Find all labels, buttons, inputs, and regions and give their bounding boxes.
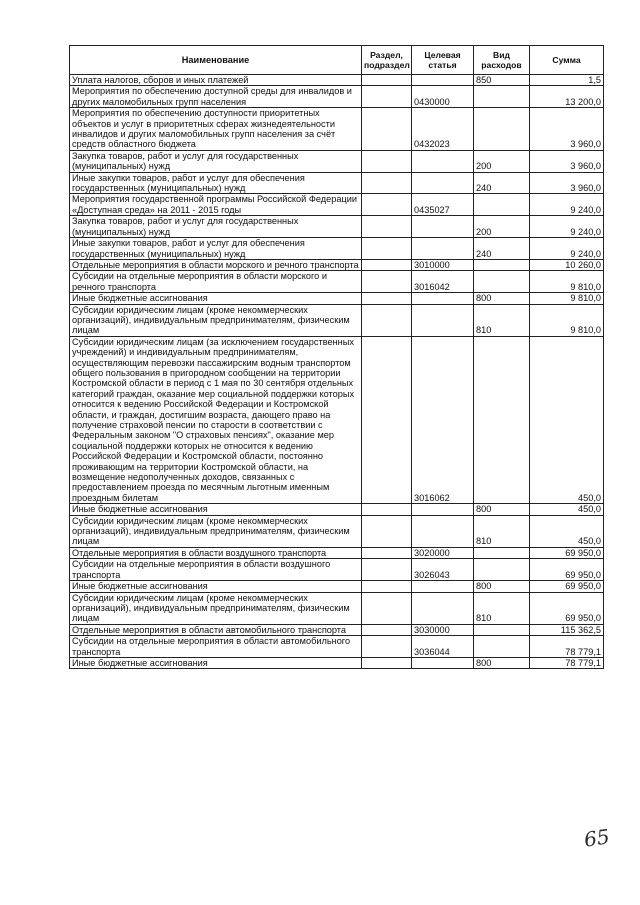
cell-article [412,172,474,194]
cell-sum: 9 240,0 [530,238,604,260]
cell-section [362,624,412,635]
cell-section [362,75,412,86]
cell-article: 0430000 [412,86,474,108]
cell-article [412,238,474,260]
table-row [70,304,604,336]
cell-sum: 9 810,0 [530,271,604,293]
cell-sum: 69 950,0 [530,559,604,581]
cell-name: Отдельные мероприятия в области воздушного транспорта [70,547,362,558]
cell-sum: 9 240,0 [530,216,604,238]
cell-section [362,657,412,668]
cell-section [362,259,412,270]
cell-sum: 3 960,0 [530,172,604,194]
cell-sum: 9 810,0 [530,304,604,336]
cell-section [362,336,412,504]
cell-kind: 850 [474,75,530,86]
table-row [70,293,604,304]
cell-article: 3016042 [412,271,474,293]
table-row [70,216,604,238]
header-kind: Вид расходов [474,46,530,75]
cell-name: Мероприятия по обеспечению доступности приоритетных объектов и услуг в приоритетных сферах жизнедеятельности инвалидов и других маломобильных групп населения за счёт средств областного бюджета [70,108,362,151]
cell-name: Отдельные мероприятия в области автомобильного транспорта [70,624,362,635]
cell-name: Отдельные мероприятия в области морского и речного транспорта [70,259,362,270]
cell-kind [474,259,530,270]
cell-sum: 450,0 [530,515,604,547]
table-row [70,108,604,151]
cell-article [412,216,474,238]
cell-article [412,515,474,547]
cell-name: Мероприятия по обеспечению доступной среды для инвалидов и других маломобильных групп населения [70,86,362,108]
table-row [70,271,604,293]
cell-sum: 115 362,5 [530,624,604,635]
table-row [70,581,604,592]
table-row [70,150,604,172]
table-row [70,636,604,658]
cell-sum: 9 240,0 [530,194,604,216]
cell-sum: 78 779,1 [530,657,604,668]
cell-section [362,592,412,624]
cell-section [362,636,412,658]
cell-sum: 450,0 [530,504,604,515]
cell-kind [474,271,530,293]
cell-article: 3016062 [412,336,474,504]
cell-name: Субсидии юридическим лицам (за исключением государственных учреждений) и индивидуальным предпринимателям, осуществляющим перевозки пассажирским водным транспортом общего пользования в пригородном сообщении на территории Костромской области в период с 1 мая по 30 сентября отдельных категорий граждан, оказание мер социальной поддержки которых относится к ведению Российской Федерации и Костромской области, и граждан, достигшим возраста, дающего право на получение страховой пенсии по старости в соответствии с Федеральным законом "О страховых пенсиях", оказание мер социальной поддержки которых не относится к ведению Российской Федерации и Костромской области, постоянно проживающим на территории Костромской области, на возмещение недополученных доходов, связанных с предоставлением проезда по месячным льготным именным проездным билетам [70,336,362,504]
cell-name: Уплата налогов, сборов и иных платежей [70,75,362,86]
cell-kind [474,336,530,504]
cell-kind [474,559,530,581]
cell-kind: 200 [474,216,530,238]
header-article: Целевая статья [412,46,474,75]
cell-section [362,150,412,172]
table-row [70,336,604,504]
cell-name: Иные бюджетные ассигнования [70,581,362,592]
cell-kind: 800 [474,504,530,515]
cell-article: 3030000 [412,624,474,635]
table-row [70,172,604,194]
table-row [70,504,604,515]
cell-article: 3020000 [412,547,474,558]
cell-section [362,304,412,336]
cell-article [412,504,474,515]
cell-name: Субсидии на отдельные мероприятия в области воздушного транспорта [70,559,362,581]
cell-name: Закупка товаров, работ и услуг для государственных (муниципальных) нужд [70,150,362,172]
table-header-row [70,46,604,75]
cell-section [362,504,412,515]
cell-name: Иные бюджетные ассигнования [70,293,362,304]
table-row [70,547,604,558]
cell-kind [474,194,530,216]
table-row [70,657,604,668]
table-body [70,75,604,669]
header-sum: Сумма [530,46,604,75]
cell-sum: 10 260,0 [530,259,604,270]
cell-sum: 450,0 [530,336,604,504]
cell-name: Закупка товаров, работ и услуг для государственных (муниципальных) нужд [70,216,362,238]
cell-sum: 78 779,1 [530,636,604,658]
cell-kind: 800 [474,657,530,668]
cell-name: Субсидии юридическим лицам (кроме некоммерческих организаций), индивидуальным предпринимателям, физическим лицам [70,592,362,624]
cell-name: Иные закупки товаров, работ и услуг для обеспечения государственных (муниципальных) нужд [70,238,362,260]
cell-kind: 200 [474,150,530,172]
cell-name: Иные бюджетные ассигнования [70,504,362,515]
cell-name: Субсидии на отдельные мероприятия в области морского и речного транспорта [70,271,362,293]
cell-sum: 69 950,0 [530,581,604,592]
cell-article: 3036044 [412,636,474,658]
cell-kind [474,636,530,658]
cell-kind: 240 [474,238,530,260]
table-row [70,515,604,547]
cell-article [412,293,474,304]
table-row [70,194,604,216]
cell-section [362,271,412,293]
cell-kind: 800 [474,293,530,304]
table-row [70,559,604,581]
cell-section [362,547,412,558]
cell-section [362,515,412,547]
cell-section [362,86,412,108]
cell-name: Субсидии юридическим лицам (кроме некоммерческих организаций), индивидуальным предпринимателям, физическим лицам [70,515,362,547]
table-row [70,259,604,270]
budget-table [69,45,604,669]
page-number: 65 [582,824,611,852]
cell-section [362,293,412,304]
cell-article: 3010000 [412,259,474,270]
table-row [70,238,604,260]
cell-sum: 3 960,0 [530,150,604,172]
cell-section [362,559,412,581]
cell-sum: 13 200,0 [530,86,604,108]
table-row [70,75,604,86]
cell-kind: 240 [474,172,530,194]
cell-sum: 1,5 [530,75,604,86]
cell-article [412,150,474,172]
cell-article: 0432023 [412,108,474,151]
table-row [70,86,604,108]
table-row [70,624,604,635]
cell-section [362,194,412,216]
cell-name: Субсидии юридическим лицам (кроме некоммерческих организаций), индивидуальным предпринимателям, физическим лицам [70,304,362,336]
cell-section [362,581,412,592]
cell-kind: 810 [474,304,530,336]
cell-section [362,172,412,194]
cell-kind [474,547,530,558]
cell-article [412,581,474,592]
cell-sum: 69 950,0 [530,547,604,558]
cell-article: 3026043 [412,559,474,581]
cell-article [412,592,474,624]
cell-section [362,216,412,238]
cell-kind [474,86,530,108]
cell-kind: 810 [474,592,530,624]
header-section: Раздел, подраздел [362,46,412,75]
table-row [70,592,604,624]
cell-kind: 810 [474,515,530,547]
cell-name: Иные бюджетные ассигнования [70,657,362,668]
cell-kind [474,108,530,151]
cell-article: 0435027 [412,194,474,216]
header-name: Наименование [70,46,362,75]
cell-article [412,75,474,86]
cell-name: Мероприятия государственной программы Российской Федерации «Доступная среда» на 2011 - 2015 годы [70,194,362,216]
cell-article [412,657,474,668]
cell-section [362,108,412,151]
cell-kind: 800 [474,581,530,592]
cell-sum: 69 950,0 [530,592,604,624]
cell-sum: 9 810,0 [530,293,604,304]
cell-name: Субсидии на отдельные мероприятия в области автомобильного транспорта [70,636,362,658]
cell-kind [474,624,530,635]
cell-name: Иные закупки товаров, работ и услуг для обеспечения государственных (муниципальных) нужд [70,172,362,194]
cell-article [412,304,474,336]
cell-section [362,238,412,260]
cell-sum: 3 960,0 [530,108,604,151]
